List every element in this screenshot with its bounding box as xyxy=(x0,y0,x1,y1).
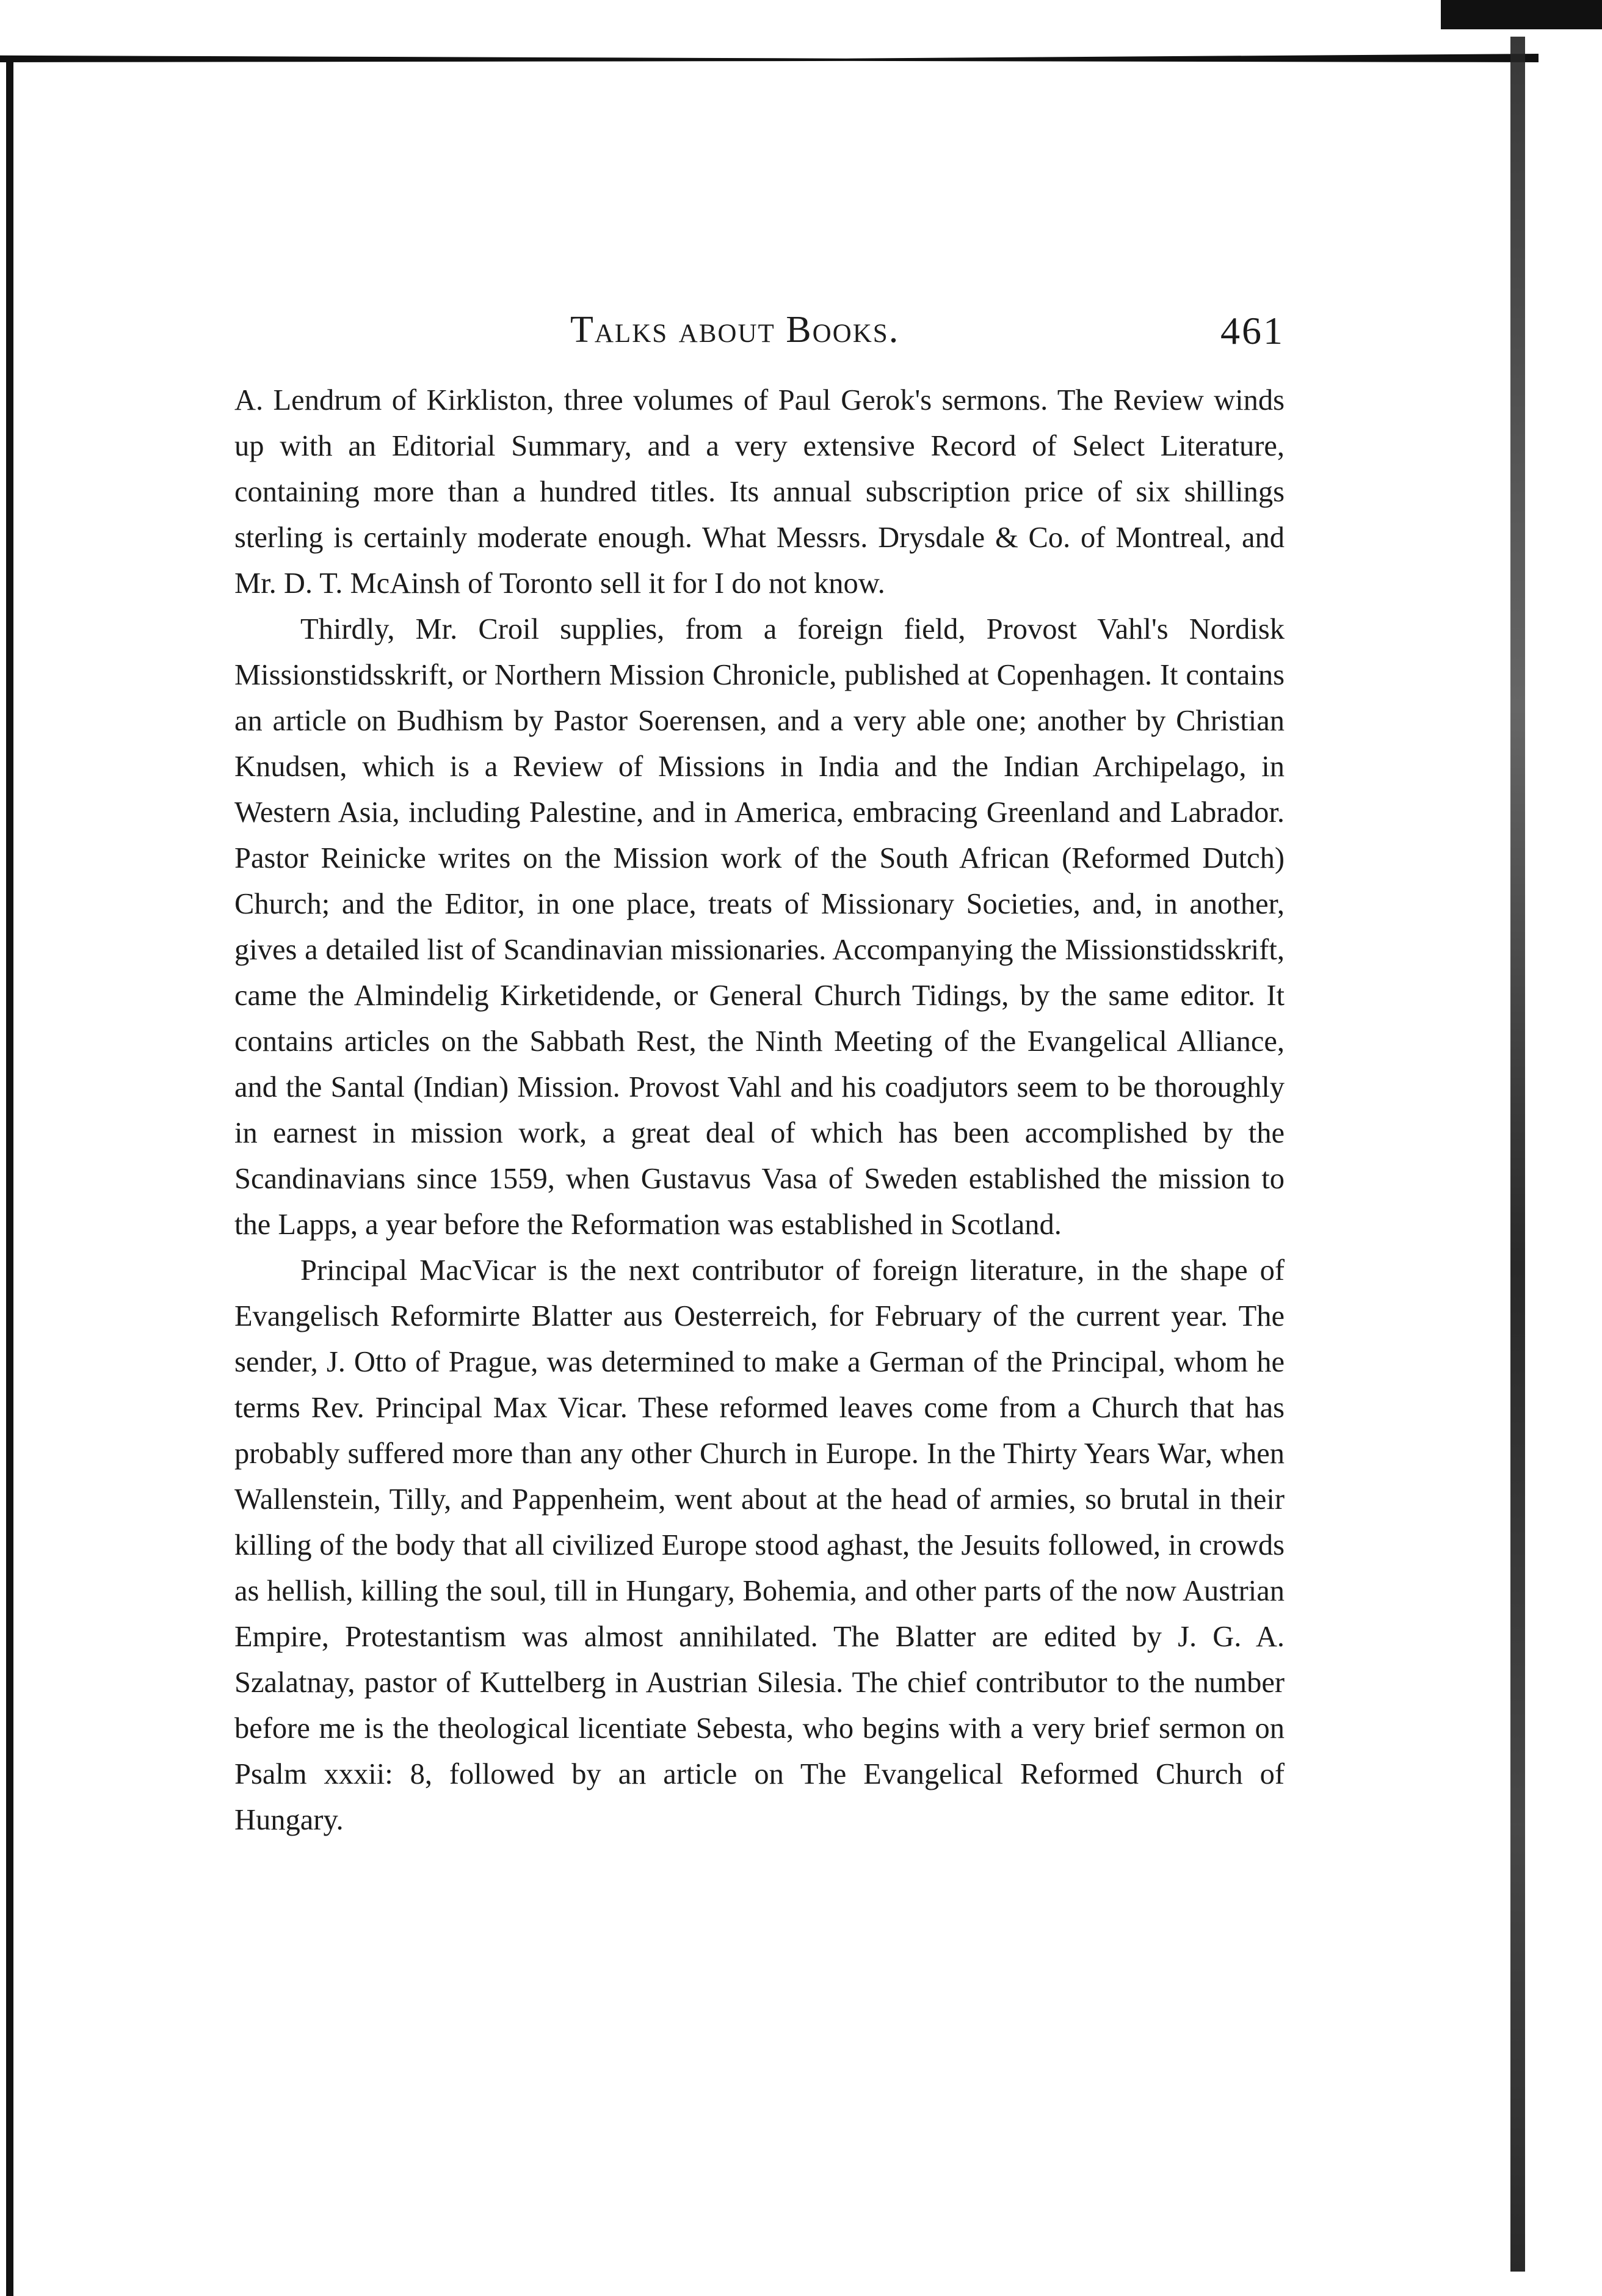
paragraph-continued: A. Lendrum of Kirkliston, three volumes of Paul Gerok's sermons. The Review winds up with an Editorial Summary, and a very extensive Record of Select Literature, containing more than a hundred titles. Its annual subscription price of six shillings sterling is certainly moderate enough. What Messrs. Drysdale & Co. of Montreal, and Mr. D. T. McAinsh of Toronto sell it for I do not know. xyxy=(234,384,1285,600)
page-header xyxy=(234,308,1285,376)
scan-border-right xyxy=(1510,37,1525,2272)
paragraph-nordisk-missionstidsskrift: Thirdly, Mr. Croil supplies, from a foreign field, Provost Vahl's Nordisk Missionstidsskrift, or Northern Mission Chronicle, published at Copenhagen. It contains an article on Budhism by Pastor Soerensen, and a very able one; another by Christian Knudsen, which is a Review of Missions in India and the Indian Archipelago, in Western Asia, including Palestine, and in America, embracing Greenland and Labrador. Pastor Reinicke writes on the Mission work of the South African (Reformed Dutch) Church; and the Editor, in one place, treats of Missionary Societies, and, in another, gives a detailed list of Scandinavian missionaries. Accompanying the Missionstidsskrift, came the Almindelig Kirketidende, or General Church Tidings, by the same editor. It contains articles on the Sabbath Rest, the Ninth Meeting of the Evangelical Alliance, and the Santal (Indian) Mission. Provost Vahl and his coadjutors seem to be thoroughly in earnest in mission work, a great deal of which has been accomplished by the Scandinavians since 1559, when Gustavus Vasa of Sweden established the mission to the Lapps, a year before the Reformation was established in Scotland. xyxy=(234,613,1285,1241)
page-body xyxy=(234,377,1285,1843)
scan-border-corner xyxy=(1441,0,1602,29)
running-title: Talks about Books. xyxy=(570,309,900,351)
scan-border-left xyxy=(6,61,13,2296)
paragraph-evangelisch-reformirte-blatter: Principal MacVicar is the next contributor of foreign literature, in the shape of Evangelisch Reformirte Blatter aus Oesterreich, for February of the current year. The sender, J. Otto of Prague, was determined to make a German of the Principal, whom he terms Rev. Principal Max Vicar. These reformed leaves come from a Church that has probably suffered more than any other Church in Europe. In the Thirty Years War, when Wallenstein, Tilly, and Pappenheim, went about at the head of armies, so brutal in their killing of the body that all civilized Europe stood aghast, the Jesuits followed, in crowds as hellish, killing the soul, till in Hungary, Bohemia, and other parts of the now Austrian Empire, Protestantism was almost annihilated. The Blatter are edited by J. G. A. Szalatnay, pastor of Kuttelberg in Austrian Silesia. The chief contributor to the number before me is the theological licentiate Sebesta, who begins with a very brief sermon on Psalm xxxii: 8, followed by an article on The Evangelical Reformed Church of Hungary. xyxy=(234,1254,1285,1836)
page-number: 461 xyxy=(1220,309,1285,352)
scan-border-top xyxy=(0,54,1539,62)
